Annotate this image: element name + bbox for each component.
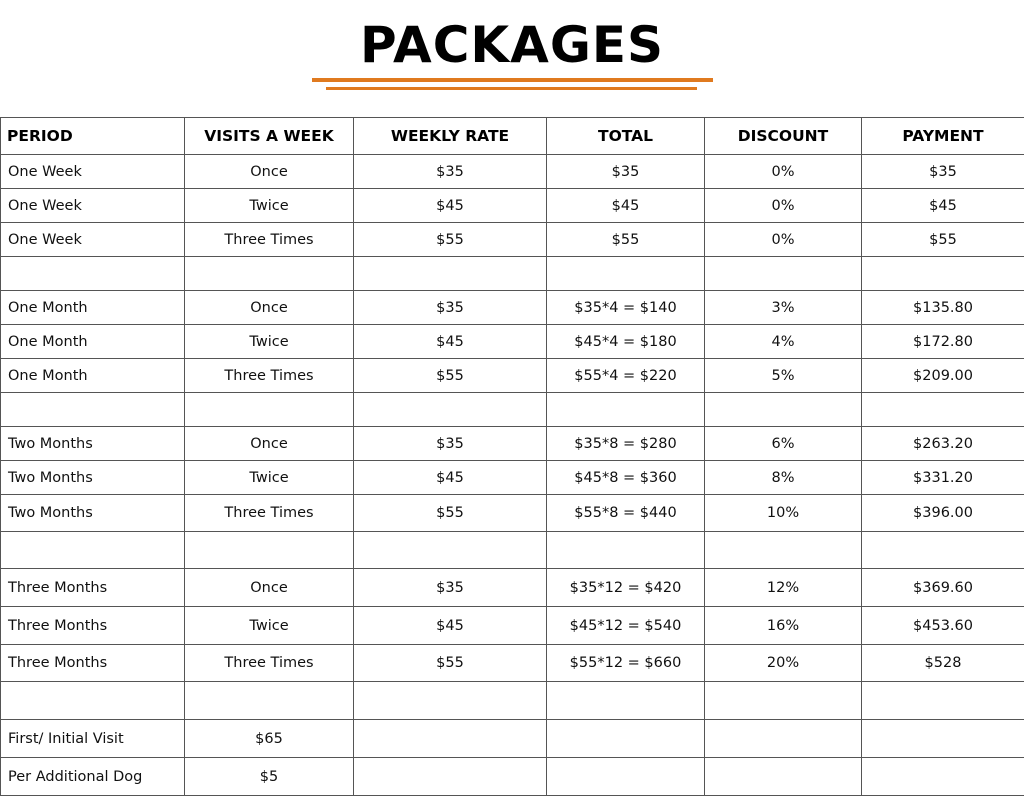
- cell-total: $45: [547, 189, 705, 223]
- table-row: [1, 720, 1024, 758]
- table-row: [1, 607, 1024, 645]
- title-underline-top: [312, 78, 713, 82]
- cell-period: [1, 257, 185, 291]
- cell-visits: Twice: [185, 325, 354, 359]
- table-row: [1, 495, 1024, 532]
- table-row: [1, 645, 1024, 682]
- cell-period: One Week: [1, 189, 185, 223]
- cell-visits: [185, 257, 354, 291]
- cell-period: [1, 682, 185, 720]
- cell-period: Three Months: [1, 607, 185, 645]
- cell-weekly-rate: [354, 393, 547, 427]
- cell-period: Two Months: [1, 461, 185, 495]
- header-payment: PAYMENT: [862, 118, 1024, 155]
- cell-weekly-rate: $35: [354, 155, 547, 189]
- cell-visits: Once: [185, 291, 354, 325]
- page-title: PACKAGES: [359, 16, 665, 74]
- table-row: [1, 682, 1024, 720]
- cell-period: Per Additional Dog: [1, 758, 185, 796]
- cell-discount: 6%: [705, 427, 862, 461]
- cell-period: Two Months: [1, 495, 185, 532]
- header-visits-a-week: VISITS A WEEK: [185, 118, 354, 155]
- cell-payment: $331.20: [862, 461, 1024, 495]
- cell-period: First/ Initial Visit: [1, 720, 185, 758]
- cell-visits: Three Times: [185, 223, 354, 257]
- cell-payment: $453.60: [862, 607, 1024, 645]
- cell-discount: 5%: [705, 359, 862, 393]
- cell-payment: [862, 720, 1024, 758]
- cell-total: [547, 758, 705, 796]
- cell-weekly-rate: $55: [354, 223, 547, 257]
- table-row: [1, 291, 1024, 325]
- cell-discount: [705, 758, 862, 796]
- cell-payment: [862, 682, 1024, 720]
- cell-weekly-rate: $55: [354, 359, 547, 393]
- cell-discount: 10%: [705, 495, 862, 532]
- cell-weekly-rate: $55: [354, 645, 547, 682]
- table-row: [1, 189, 1024, 223]
- cell-visits: Once: [185, 427, 354, 461]
- cell-total: $45*8 = $360: [547, 461, 705, 495]
- packages-table: [0, 117, 1024, 796]
- cell-visits: $5: [185, 758, 354, 796]
- cell-discount: 16%: [705, 607, 862, 645]
- cell-weekly-rate: $45: [354, 325, 547, 359]
- cell-discount: 0%: [705, 189, 862, 223]
- header-period: PERIOD: [1, 118, 185, 155]
- header-total: TOTAL: [547, 118, 705, 155]
- table-row: [1, 569, 1024, 607]
- cell-weekly-rate: [354, 257, 547, 291]
- table-row: [1, 257, 1024, 291]
- cell-payment: $396.00: [862, 495, 1024, 532]
- cell-visits: Three Times: [185, 645, 354, 682]
- cell-discount: 20%: [705, 645, 862, 682]
- cell-discount: [705, 720, 862, 758]
- cell-total: $55: [547, 223, 705, 257]
- cell-total: $45*4 = $180: [547, 325, 705, 359]
- cell-total: [547, 532, 705, 569]
- cell-visits: Twice: [185, 189, 354, 223]
- cell-payment: $528: [862, 645, 1024, 682]
- header-discount: DISCOUNT: [705, 118, 862, 155]
- cell-discount: 3%: [705, 291, 862, 325]
- cell-discount: 0%: [705, 155, 862, 189]
- table-row: [1, 223, 1024, 257]
- cell-period: [1, 532, 185, 569]
- cell-period: [1, 393, 185, 427]
- table-row: [1, 532, 1024, 569]
- cell-weekly-rate: $35: [354, 291, 547, 325]
- cell-total: $55*4 = $220: [547, 359, 705, 393]
- cell-total: $45*12 = $540: [547, 607, 705, 645]
- cell-payment: $55: [862, 223, 1024, 257]
- cell-visits: [185, 393, 354, 427]
- cell-payment: $263.20: [862, 427, 1024, 461]
- table-row: [1, 359, 1024, 393]
- table-row: [1, 758, 1024, 796]
- cell-discount: 8%: [705, 461, 862, 495]
- cell-discount: 4%: [705, 325, 862, 359]
- cell-visits: Twice: [185, 607, 354, 645]
- cell-period: One Month: [1, 359, 185, 393]
- cell-total: $35: [547, 155, 705, 189]
- cell-weekly-rate: $45: [354, 607, 547, 645]
- cell-payment: [862, 758, 1024, 796]
- cell-payment: $209.00: [862, 359, 1024, 393]
- cell-payment: $35: [862, 155, 1024, 189]
- cell-discount: [705, 682, 862, 720]
- cell-period: Three Months: [1, 569, 185, 607]
- cell-visits: $65: [185, 720, 354, 758]
- header-row: [1, 118, 1024, 155]
- cell-total: $35*4 = $140: [547, 291, 705, 325]
- cell-visits: [185, 532, 354, 569]
- cell-weekly-rate: $45: [354, 461, 547, 495]
- cell-total: [547, 682, 705, 720]
- cell-payment: $135.80: [862, 291, 1024, 325]
- cell-payment: $172.80: [862, 325, 1024, 359]
- table-row: [1, 427, 1024, 461]
- cell-total: [547, 393, 705, 427]
- cell-payment: [862, 393, 1024, 427]
- cell-period: One Month: [1, 291, 185, 325]
- cell-discount: 12%: [705, 569, 862, 607]
- cell-weekly-rate: $35: [354, 427, 547, 461]
- cell-visits: Three Times: [185, 495, 354, 532]
- cell-period: One Month: [1, 325, 185, 359]
- cell-period: Three Months: [1, 645, 185, 682]
- cell-total: $55*8 = $440: [547, 495, 705, 532]
- cell-discount: [705, 257, 862, 291]
- cell-weekly-rate: $45: [354, 189, 547, 223]
- cell-payment: [862, 257, 1024, 291]
- table-row: [1, 325, 1024, 359]
- cell-payment: $369.60: [862, 569, 1024, 607]
- cell-period: Two Months: [1, 427, 185, 461]
- cell-total: [547, 257, 705, 291]
- cell-visits: Three Times: [185, 359, 354, 393]
- cell-period: One Week: [1, 223, 185, 257]
- cell-visits: [185, 682, 354, 720]
- cell-total: $55*12 = $660: [547, 645, 705, 682]
- cell-total: $35*12 = $420: [547, 569, 705, 607]
- cell-period: One Week: [1, 155, 185, 189]
- table-body: [1, 155, 1024, 796]
- title-underline-bottom: [326, 87, 697, 90]
- cell-weekly-rate: [354, 720, 547, 758]
- cell-weekly-rate: [354, 532, 547, 569]
- cell-visits: Twice: [185, 461, 354, 495]
- cell-payment: [862, 532, 1024, 569]
- cell-total: [547, 720, 705, 758]
- cell-weekly-rate: [354, 682, 547, 720]
- cell-payment: $45: [862, 189, 1024, 223]
- table-row: [1, 461, 1024, 495]
- cell-weekly-rate: $35: [354, 569, 547, 607]
- cell-visits: Once: [185, 155, 354, 189]
- cell-weekly-rate: $55: [354, 495, 547, 532]
- cell-total: $35*8 = $280: [547, 427, 705, 461]
- cell-discount: [705, 532, 862, 569]
- cell-weekly-rate: [354, 758, 547, 796]
- header-weekly-rate: WEEKLY RATE: [354, 118, 547, 155]
- table-row: [1, 155, 1024, 189]
- cell-discount: [705, 393, 862, 427]
- cell-visits: Once: [185, 569, 354, 607]
- table-row: [1, 393, 1024, 427]
- cell-discount: 0%: [705, 223, 862, 257]
